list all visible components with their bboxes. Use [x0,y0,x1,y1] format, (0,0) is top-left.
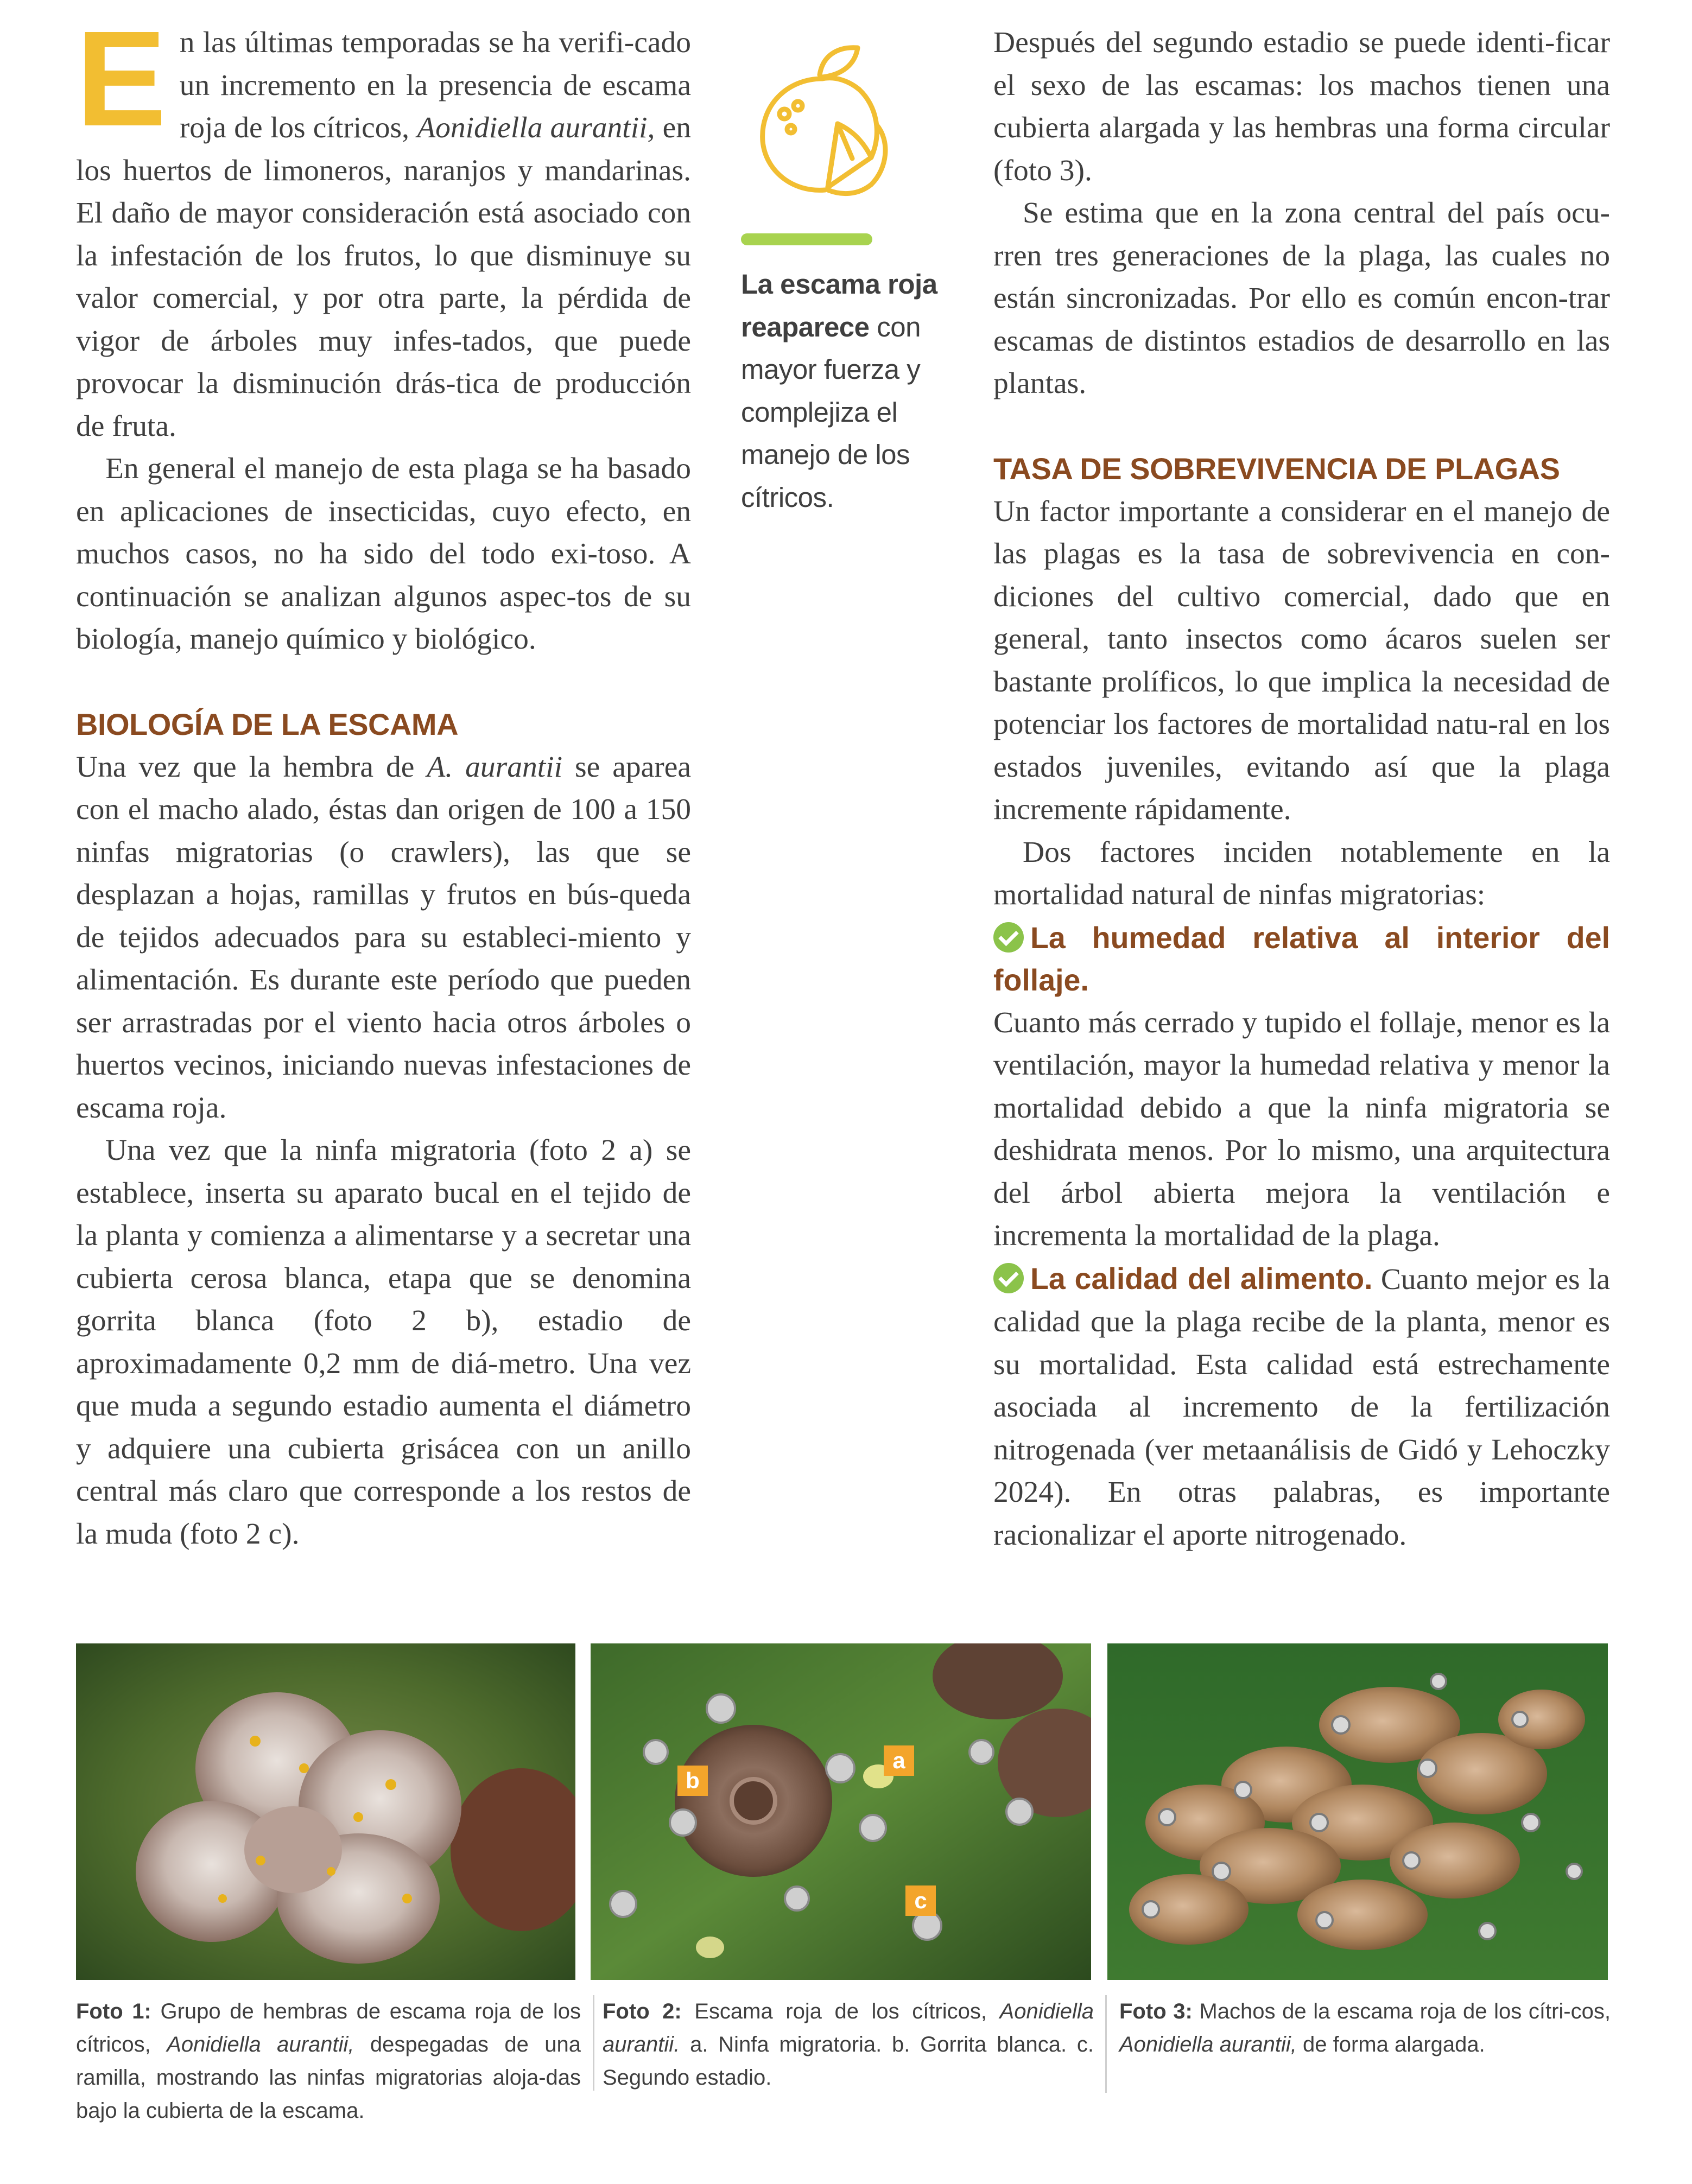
paragraph: En general el manejo de esta plaga se ha basado en aplicaciones de insecticidas, cuyo efecto, en muchos casos, no ha sido del todo exi-toso. A continuación se analizan algunos aspec-tos de su biología, manejo químico y biológico. [76,452,691,656]
factor-text-1: Cuanto más cerrado y tupido el follaje, menor es la ventilación, mayor la humedad relativa y menor la mortalidad debido a que la ninfa migratoria se deshidrata menos. Por lo mismo, una arquitectura del árbol abierta mejora la ventilación e incrementa la mortalidad de la plaga. [993,1006,1610,1252]
photo-2-caption: Foto 2: Escama roja de los cítricos, Aonidiella aurantii. a. Ninfa migratoria. b. Gorrita blanca. c. Segundo estadio. [603,1999,1094,2090]
paragraph: Una vez que la ninfa migratoria (foto 2 a) se establece, inserta su aparato bucal en el tejido de la planta y comienza a alimentarse y a secretar una cubierta cerosa blanca, etapa que se denomina gorrita blanca (foto 2 b), estadio de aproximadamente 0,2 mm de diá-metro. Una vez que muda a segundo estadio aumenta el diámetro y adquiere una cubierta grisácea con un anillo central más claro que corresponde a los restos de la muda (foto 2 c). [76,1134,691,1551]
paragraph: Después del segundo estadio se puede identi-ficar el sexo de las escamas: los machos tienen una cubierta alargada y las hembras una forma circular (foto 3). [993,26,1610,187]
orange-slice-icon [741,33,909,201]
photo-label-c: c [905,1885,936,1916]
check-circle-icon [993,1263,1024,1293]
accent-bar [741,233,872,245]
section-heading: BIOLOGÍA DE LA ESCAMA [76,707,459,741]
pull-quote: La escama roja reaparece con mayor fuerza y complejiza el manejo de los cítricos. [741,269,937,513]
paragraph: Un factor importante a considerar en el manejo de las plagas es la tasa de sobrevivencia en con-diciones del cultivo comercial, dado que en general, tanto insectos como ácaros suelen ser bastante prolíficos, lo que implica la necesidad de potenciar los factores de mortalidad natu-ral en los estados juveniles, evitando así que la plaga incremente rápidamente. [993,494,1610,826]
check-circle-icon [993,922,1024,953]
photo-3-caption: Foto 3: Machos de la escama roja de los cítri-cos, Aonidiella aurantii, de forma alargada. [1119,1999,1611,2056]
photo-3 [1107,1643,1608,1980]
intro-paragraph: En las últimas temporadas se ha verifi-cado un incremento en la presencia de escama roja de los cítricos, Aonidiella aurantii, en los huertos de limoneros, naranjos y mandarinas. El daño de mayor consideración está asociado con la infestación de los frutos, lo que disminuye su valor comercial, y por otra parte, la pérdida de vigor de árboles muy infes-tados, que puede provocar la disminución drás-tica de producción de fruta. [76,3,691,443]
paragraph: Dos factores inciden notablemente en la mortalidad natural de ninfas migratorias: [993,835,1610,911]
photo-label-b: b [677,1766,708,1796]
section-heading: TASA DE SOBREVIVENCIA DE PLAGAS [993,452,1560,486]
factor-item-2: La calidad del alimento. Cuanto mejor es la calidad que la plaga recibe de la planta, menor es su mortalidad. Esta calidad está estrechamente asociada al incremento de la fertilización nitrogenada (ver metaanálisis de Gidó y Lehoczky 2024). En otras palabras, es importante racionalizar el aporte nitrogenado. [993,1261,1610,1552]
photo-label-a: a [884,1745,914,1776]
factor-title-1: La humedad relativa al interior del follaje. [993,920,1610,997]
dropcap: E [76,3,167,154]
right-column [993,22,1610,1557]
caption-divider [1105,1995,1107,2093]
photo-1-caption: Foto 1: Grupo de hembras de escama roja de los cítricos, Aonidiella aurantii, despegadas de una ramilla, mostrando las ninfas migratorias aloja-das bajo la cubierta de la escama. [76,1999,581,2123]
paragraph: Una vez que la hembra de A. aurantii se aparea con el macho alado, éstas dan origen de 100 a 150 ninfas migratorias (o crawlers), las que se desplazan a hojas, ramillas y frutos en bús-queda de tejidos adecuados para su estableci-miento y alimentación. Es durante este período que pueden ser arrastradas por el viento hacia otros árboles o huertos vecinos, iniciando nuevas infestaciones de escama roja. [76,750,691,1125]
left-column [76,3,691,1556]
photo-2 [591,1643,1091,1980]
photo-1 [76,1643,575,1980]
paragraph: Se estima que en la zona central del país ocu-rren tres generaciones de la plaga, las cuales no están sincronizadas. Por ello es común encon-trar escamas de distintos estadios de desarrollo en las plantas. [993,196,1610,400]
caption-divider [593,1995,594,2091]
